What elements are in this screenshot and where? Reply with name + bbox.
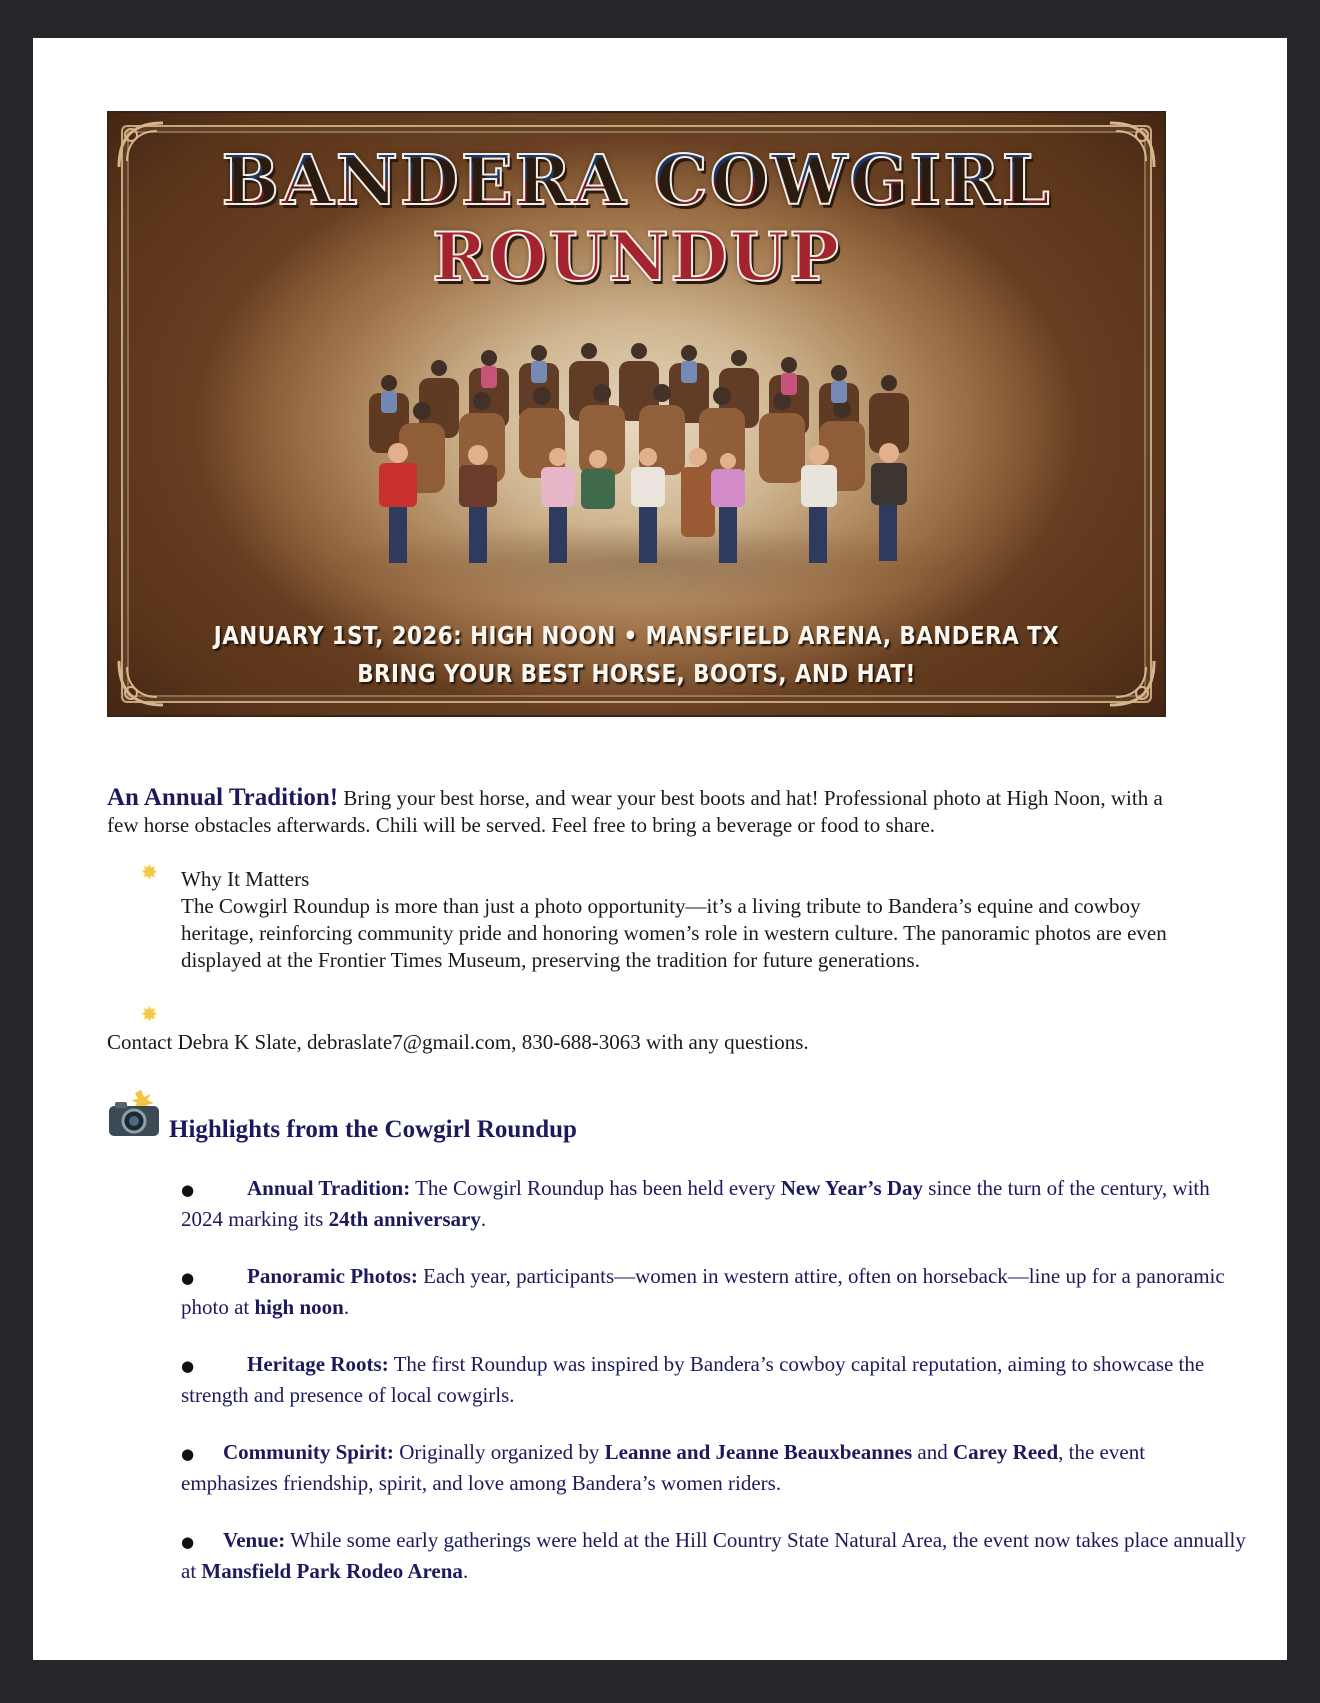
corner-ornament-icon bbox=[1104, 655, 1160, 711]
list-item bbox=[181, 1526, 1247, 1586]
list-item bbox=[181, 1174, 1247, 1234]
intro-lead-heading: An Annual Tradition! bbox=[107, 784, 339, 811]
item-label: Venue: bbox=[223, 1528, 286, 1552]
bullet-icon: ● bbox=[181, 1533, 195, 1551]
item-text: . bbox=[343, 1295, 350, 1319]
item-label: Heritage Roots: bbox=[247, 1352, 389, 1376]
list-item bbox=[181, 1350, 1247, 1410]
corner-ornament-icon bbox=[113, 655, 169, 711]
sparkle-icon: ✸ bbox=[141, 1002, 158, 1026]
item-emphasis: Carey Reed bbox=[952, 1440, 1059, 1464]
highlights-heading: Highlights from the Cowgirl Roundup bbox=[169, 1116, 577, 1143]
item-emphasis: Leanne and Jeanne Beauxbeannes bbox=[604, 1440, 913, 1464]
camera-flash-icon bbox=[107, 1088, 161, 1138]
group-photo-riders bbox=[309, 283, 989, 603]
banner-date-line: JANUARY 1ST, 2026: HIGH NOON • MANSFIELD ARENA, BANDERA TX bbox=[213, 621, 1060, 650]
item-text: The Cowgirl Roundup has been held every bbox=[410, 1176, 781, 1200]
bullet-icon: ● bbox=[181, 1445, 195, 1463]
item-text: . bbox=[462, 1559, 469, 1583]
banner-tagline: BRING YOUR BEST HORSE, BOOTS, AND HAT! bbox=[357, 659, 916, 688]
item-text: . bbox=[480, 1207, 487, 1231]
item-emphasis: high noon bbox=[254, 1295, 344, 1319]
why-body: The Cowgirl Roundup is more than just a photo opportunity—it’s a living tribute to Bandera’s equine and cowboy heritage, reinforcing community pride and honoring women’s role in western culture. The panoramic photos are even displayed at the Frontier Times Museum, preserving the tradition for future generations. bbox=[181, 894, 1167, 972]
item-text: While some early gatherings were held at the Hill Country State Natural Area, the event now takes place annually at bbox=[181, 1528, 1246, 1583]
item-label: Panoramic Photos: bbox=[247, 1264, 418, 1288]
bullet-icon: ● bbox=[181, 1357, 195, 1375]
item-text: Each year, participants—women in western attire, often on horseback—line up for a panoramic photo at bbox=[181, 1264, 1225, 1319]
intro-paragraph bbox=[107, 784, 1187, 839]
item-text: since the turn of the century, with 2024 marking its bbox=[181, 1176, 1210, 1231]
contact-line: Contact Debra K Slate, debraslate7@gmail.com, 830-688-3063 with any questions. bbox=[107, 1030, 809, 1054]
event-banner-image bbox=[107, 111, 1166, 717]
why-title: Why It Matters bbox=[181, 867, 310, 891]
item-text: Originally organized by bbox=[393, 1440, 605, 1464]
highlights-list bbox=[181, 1174, 1247, 1614]
item-emphasis: 24th anniversary bbox=[328, 1207, 481, 1231]
why-it-matters-section bbox=[181, 866, 1191, 974]
bullet-icon: ● bbox=[181, 1181, 195, 1199]
bullet-icon: ● bbox=[181, 1269, 195, 1287]
document-page bbox=[33, 38, 1287, 1660]
intro-text: Bring your best horse, and wear your best boots and hat! Professional photo at High Noon, with a few horse obstacles afterwards. Chili will be served. Feel free to bring a beverage or food to share. bbox=[107, 786, 1163, 837]
item-text: The first Roundup was inspired by Bandera’s cowboy capital reputation, aiming to showcase the strength and presence of local cowgirls. bbox=[181, 1352, 1205, 1407]
sparkle-icon: ✸ bbox=[141, 860, 158, 884]
item-text: and bbox=[912, 1440, 953, 1464]
list-item bbox=[181, 1262, 1247, 1322]
list-item bbox=[181, 1438, 1247, 1498]
item-text: , the event emphasizes friendship, spirit, and love among Bandera’s women riders. bbox=[181, 1440, 1146, 1495]
item-emphasis: Mansfield Park Rodeo Arena bbox=[201, 1559, 463, 1583]
item-label: Annual Tradition: bbox=[247, 1176, 411, 1200]
banner-title-line1: BANDERA COWGIRL bbox=[109, 143, 1164, 219]
item-emphasis: New Year’s Day bbox=[780, 1176, 924, 1200]
item-label: Community Spirit: bbox=[223, 1440, 394, 1464]
banner-title-line2: ROUNDUP bbox=[432, 218, 841, 296]
